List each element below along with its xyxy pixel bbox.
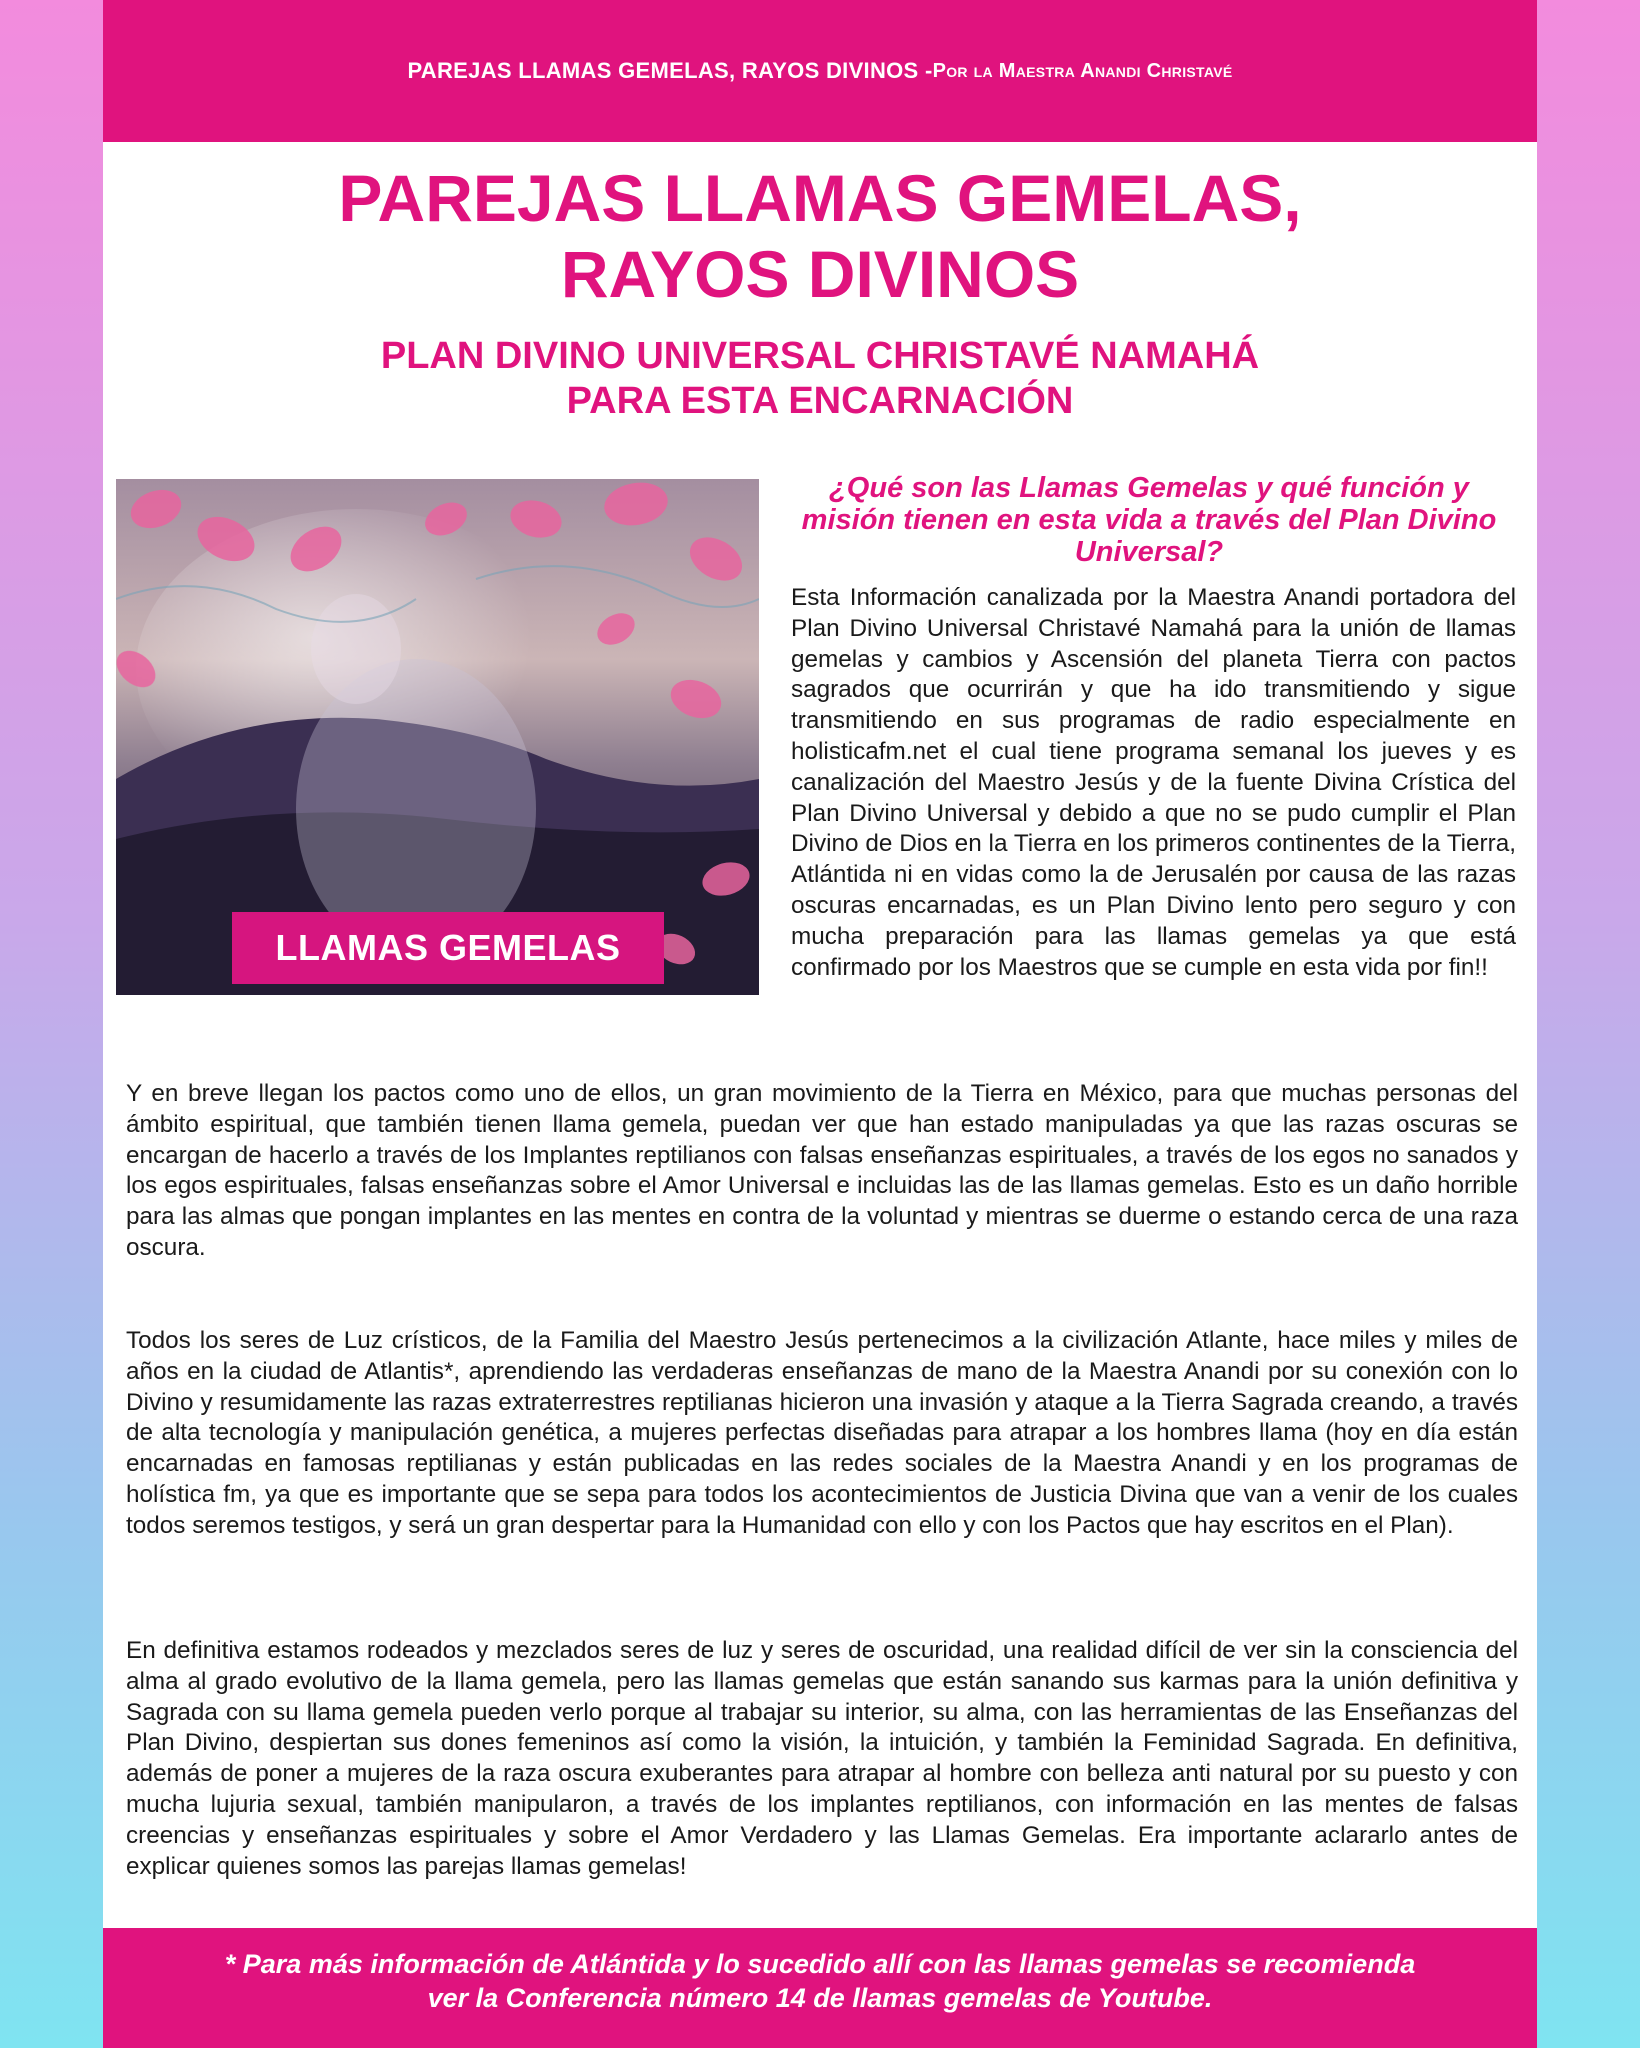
- image-caption-label: LLAMAS GEMELAS: [232, 912, 664, 984]
- page-subtitle-line-1: PLAN DIVINO UNIVERSAL CHRISTAVÉ NAMAHÁ: [380, 335, 1260, 377]
- footnote-line-1: * Para más información de Atlántida y lo sucedido allí con las llamas gemelas se recomienda: [224, 1949, 1416, 1979]
- page-subtitle: [103, 334, 1537, 424]
- header-title: PAREJAS LLAMAS GEMELAS, RAYOS DIVINOS -: [407, 58, 933, 83]
- body-paragraph-3: En definitiva estamos rodeados y mezclados seres de luz y seres de oscuridad, una realidad difícil de ver sin la consciencia del alma al grado evolutivo de la llama gemela, pero las llamas gemelas que están sanando sus karmas para la unión definitiva y Sagrada con su llama gemela pueden verlo porque al trabajar su interior, su alma, con las herramientas de las Enseñanzas del Plan Divino, despiertan sus dones femeninos así como la visión, la intuición, y también la Feminidad Sagrada. En definitiva, además de poner a mujeres de la raza oscura exuberantes para atrapar al hombre con belleza anti natural por su puesto y con mucha lujuria sexual, también manipularon, a través de los implantes reptilianos, con información en las mentes de falsas creencias y enseñanzas espirituales y sobre el Amor Verdadero y las Llamas Gemelas. Era importante aclararlo antes de explicar quienes somos las parejas llamas gemelas!: [126, 1637, 1518, 1880]
- intro-paragraph: Esta Información canalizada por la Maestra Anandi portadora del Plan Divino Universal Christavé Namahá para la unión de llamas gemelas y cambios y Ascensión del planeta Tierra con pactos sagrados que ocurrirán y que ha ido transmitiendo y sigue transmitiendo en sus programas de radio especialmente en holisticafm.net el cual tiene programa semanal los jueves y es canalización del Maestro Jesús y de la fuente Divina Crística del Plan Divino Universal y debido a que no se pudo cumplir el Plan Divino de Dios en la Tierra en los primeros continentes de la Tierra, Atlántida ni en vidas como la de Jerusalén por causa de las razas oscuras encarnadas, es un Plan Divino lento pero seguro y con mucha preparación para las llamas gemelas ya que está confirmado por los Maestros que se cumple en esta vida por fin!!: [791, 584, 1516, 981]
- header-author: Por la Maestra Anandi Christavé: [932, 59, 1233, 82]
- body-paragraph-2: Todos los seres de Luz crísticos, de la Familia del Maestro Jesús pertenecimos a la civilización Atlante, hace miles y miles de años en la ciudad de Atlantis*, aprendiendo las verdaderas enseñanzas de mano de la Maestra Anandi por su conexión con lo Divino y resumidamente las razas extraterrestres reptilianas hicieron una invasión y ataque a la Tierra Sagrada creando, a través de alta tecnología y manipulación genética, a mujeres perfectas diseñadas para atrapar a los hombres llama (hoy en día están encarnadas en famosas reptilianas y están publicadas en las redes sociales de la Maestra Anandi y en los programas de holística fm, ya que es importante que se sepa para todos los acontecimientos de Justicia Divina que van a venir de los cuales todos seremos testigos, y será un gran despertar para la Humanidad con ello y con los Pactos que hay escritos en el Plan).: [126, 1327, 1518, 1539]
- header-bar: [103, 0, 1537, 142]
- footnote-line-2: ver la Conferencia número 14 de llamas gemelas de Youtube.: [427, 1983, 1213, 2013]
- footnote-bar: [103, 1928, 1537, 2048]
- document-page: [103, 0, 1537, 2048]
- page-title-line-2: RAYOS DIVINOS: [560, 237, 1080, 311]
- page-title-line-1: PAREJAS LLAMAS GEMELAS,: [338, 161, 1302, 235]
- twin-flames-image: [116, 479, 759, 995]
- page-subtitle-line-2: PARA ESTA ENCARNACIÓN: [566, 380, 1074, 422]
- body-paragraph-1: Y en breve llegan los pactos como uno de ellos, un gran movimiento de la Tierra en México, para que muchas personas del ámbito espiritual, que también tienen llama gemela, puedan ver que han estado manipuladas ya que las razas oscuras se encargan de hacerlo a través de los Implantes reptilianos con falsas enseñanzas espirituales, a través de los egos no sanados y los egos espirituales, falsas enseñanzas sobre el Amor Universal e incluidas las de las llamas gemelas. Esto es un daño horrible para las almas que pongan implantes en las mentes en contra de la voluntad y mientras se duerme o estando cerca de una raza oscura.: [126, 1080, 1518, 1261]
- page-title: [103, 160, 1537, 312]
- section-question-heading: ¿Qué son las Llamas Gemelas y qué función y misión tienen en esta vida a través del Plan Divino Universal?: [801, 472, 1497, 568]
